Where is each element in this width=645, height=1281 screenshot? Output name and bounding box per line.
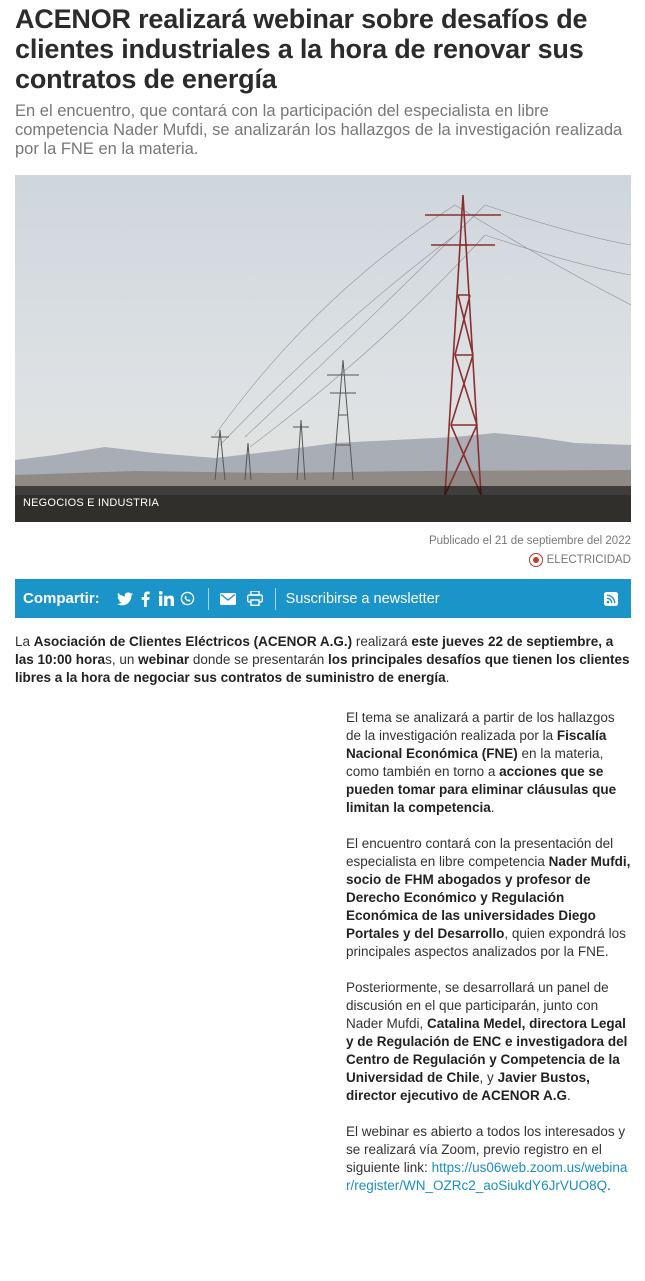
lead-text-2: realizará (352, 634, 412, 649)
p4-bold-1: Catalina Medel, directora Legal y de Regulación de ENC e investigadora del Centro de Regulación y Competencia de la Universidad de Chile (346, 1016, 628, 1085)
lead-bold-2: este jueves 22 de septiembre, a las 10:00 hora (15, 634, 614, 667)
linkedin-icon[interactable] (158, 590, 176, 608)
article-title: ACENOR realizará webinar sobre desafíos de clientes industriales a la hora de renovar sus contratos de energía (15, 4, 588, 94)
article-subtitle: En el encuentro, que contará con la participación del especialista en libre competencia Nader Mufdi, se analizarán los hallazgos de la investigación realizada por la FNE en la materia. (15, 102, 623, 158)
power-lines-photo (15, 175, 631, 522)
lead-bold-4: los principales desafíos que tienen los clientes libres a la hora de negociar sus contratos de suministro de energía (15, 652, 630, 685)
hero-image (15, 175, 631, 522)
body-paragraph-5 (346, 1123, 631, 1195)
whatsapp-icon[interactable] (179, 590, 197, 608)
facebook-icon[interactable] (137, 590, 155, 608)
body-paragraph-2 (346, 709, 631, 817)
twitter-icon[interactable] (116, 590, 134, 608)
print-icon[interactable] (246, 590, 264, 608)
p3-text-2: , quien expondrá los principales aspectos analizados por la FNE. (346, 926, 626, 959)
p3-bold-1: Nader Mufdi, socio de FHM abogados y profesor de Derecho Económico y Regulación Económica de las universidades Diego Portales y del Desarrollo (346, 854, 631, 941)
newsletter-link[interactable]: Suscribirse a newsletter (285, 590, 440, 607)
zoom-registration-link[interactable]: https://us06web.zoom.us/webinar/register/WN_OZRc2_aoSiukdY6JrVUO8Q (346, 1160, 628, 1193)
p2-text-3: . (490, 800, 495, 815)
lead-text-5: . (445, 670, 450, 685)
section-label-text: NEGOCIOS E INDUSTRIA (23, 497, 160, 509)
rss-icon[interactable] (602, 590, 620, 608)
lead-text-1: La (15, 634, 34, 649)
lead-bold-3: webinar (138, 652, 190, 667)
p4-text-3: . (567, 1088, 571, 1103)
image-section-label[interactable] (15, 486, 631, 522)
p2-text-1: El tema se analizará a partir de los hallazgos de la investigación realizada por la (346, 710, 615, 743)
p4-bold-2: Javier Bustos, director ejecutivo de ACENOR A.G (346, 1070, 590, 1103)
article-header (15, 0, 631, 159)
p2-bold-2: acciones que se pueden tomar para eliminar cláusulas que limitan la competencia (346, 764, 617, 815)
body-paragraph-4 (346, 979, 631, 1105)
p2-text-2: en la materia, como también en torno a (346, 746, 604, 779)
lead-paragraph (15, 633, 631, 687)
lead-text-3: s, un (105, 652, 139, 667)
category-label: ELECTRICIDAD (546, 554, 631, 566)
share-bar (15, 579, 631, 618)
article-body-column (346, 709, 631, 1213)
category-tag[interactable] (15, 553, 631, 567)
category-dot-icon (529, 553, 543, 567)
share-divider-2 (275, 588, 276, 610)
share-divider (208, 588, 209, 610)
p4-text-2: , y (479, 1070, 498, 1085)
p2-bold-1: Fiscalía Nacional Económica (FNE) (346, 728, 607, 761)
lead-bold-1: Asociación de Clientes Eléctricos (ACENOR A.G.) (33, 634, 353, 649)
p4-text-1: Posteriormente, se desarrollará un panel de discusión en el que participarán, junto con Nader Mufdi, (346, 980, 609, 1031)
lead-text-4: donde se presentarán (189, 652, 328, 667)
article-meta (15, 534, 631, 567)
share-label: Compartir: (23, 590, 100, 607)
publish-date: Publicado el 21 de septiembre del 2022 (428, 535, 631, 547)
email-icon[interactable] (219, 590, 237, 608)
p5-text-1: El webinar es abierto a todos los interesados y se realizará vía Zoom, previo registro en el siguiente link: (346, 1124, 626, 1175)
p3-text-1: El encuentro contará con la presentación del especialista en libre competencia (346, 836, 614, 869)
p5-text-2: . (607, 1178, 611, 1193)
body-paragraph-3 (346, 835, 631, 961)
